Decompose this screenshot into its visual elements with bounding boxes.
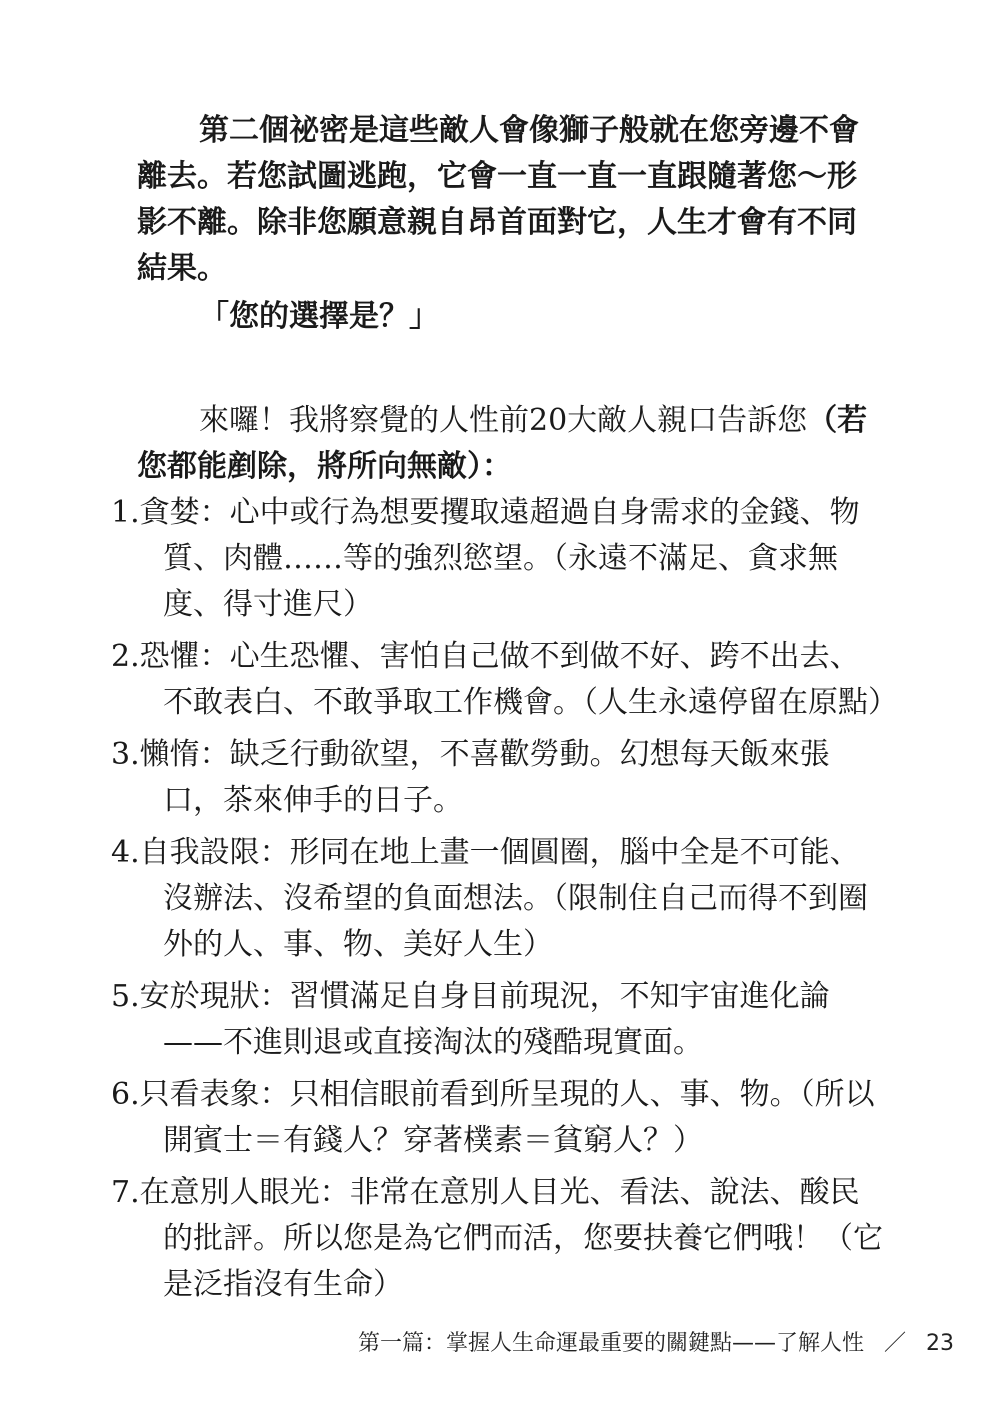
item-number: 1. xyxy=(111,495,140,530)
item-number: 3. xyxy=(111,737,140,772)
footer-chapter-title: 第一篇：掌握人生命運最重要的關鍵點——了解人性 xyxy=(357,1331,864,1356)
item-number: 4. xyxy=(111,835,140,870)
intro-normal-text: 來囉！我將察覺的人性前20大敵人親口告訴您 xyxy=(199,403,808,438)
quote-your-choice: 「您的選擇是？」 xyxy=(199,299,439,334)
enemy-list xyxy=(111,490,898,1308)
item-text: 自我設限：形同在地上畫一個圓圈，腦中全是不可能、沒辦法、沒希望的負面想法。（限制住自己而得不到圈外的人、事、物、美好人生） xyxy=(139,835,868,962)
list-item xyxy=(111,1170,885,1308)
item-number: 7. xyxy=(111,1175,140,1210)
intro-paragraph xyxy=(137,398,885,490)
item-text: 懶惰：缺乏行動欲望，不喜歡勞動。幻想每天飯來張口，茶來伸手的日子。 xyxy=(139,737,830,818)
item-text: 貪婪：心中或行為想要攫取遠超過自身需求的金錢、物質、肉體……等的強烈慾望。（永遠不滿足、貪求無度、得寸進尺） xyxy=(139,495,860,622)
item-text: 恐懼：心生恐懼、害怕自己做不到做不好、跨不出去、不敢表白、不敢爭取工作機會。（人生永遠停留在原點） xyxy=(139,639,898,720)
paragraph-second-secret: 第二個祕密是這些敵人會像獅子般就在您旁邊不會離去。若您試圖逃跑，它會一直一直一直跟隨著您～形影不離。除非您願意親自昂首面對它，人生才會有不同結果。 xyxy=(137,113,859,286)
list-item xyxy=(111,732,885,824)
item-number: 6. xyxy=(111,1077,140,1112)
list-item xyxy=(111,634,898,726)
page-number: 23 xyxy=(926,1331,954,1356)
page-footer xyxy=(358,1326,954,1357)
list-item xyxy=(111,490,885,628)
list-item xyxy=(111,830,885,968)
footer-separator: ／ xyxy=(883,1331,906,1356)
list-item xyxy=(111,974,885,1066)
item-text: 只看表象：只相信眼前看到所呈現的人、事、物。（所以開賓士＝有錢人？穿著樸素＝貧窮人？） xyxy=(139,1077,875,1158)
intro-bold-text: （若您都能剷除，將所向無敵）： xyxy=(137,403,868,484)
item-number: 2. xyxy=(111,639,140,674)
body-text xyxy=(111,108,898,1308)
item-text: 安於現狀：習慣滿足自身目前現況，不知宇宙進化論——不進則退或直接淘汰的殘酷現實面。 xyxy=(139,979,830,1060)
list-item xyxy=(111,1072,885,1164)
item-number: 5. xyxy=(111,979,140,1014)
item-text: 在意別人眼光：非常在意別人目光、看法、說法、酸民的批評。所以您是為它們而活，您要扶養它們哦！（它是泛指沒有生命） xyxy=(139,1175,883,1302)
